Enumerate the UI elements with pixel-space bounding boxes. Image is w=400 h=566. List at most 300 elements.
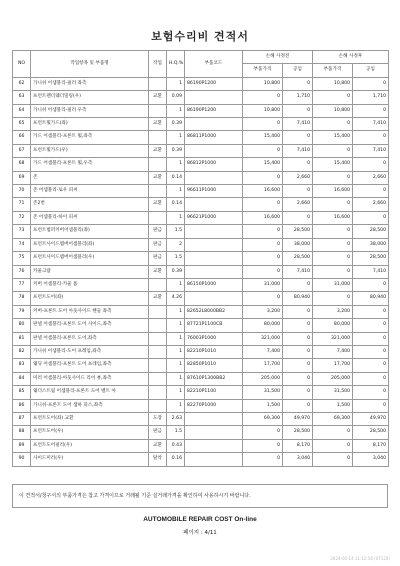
row-price-before: 0: [243, 265, 283, 278]
row-no: 84: [13, 372, 31, 385]
table-row: [13, 265, 389, 278]
row-labor-after: 0: [353, 359, 389, 372]
row-work: [149, 305, 167, 318]
row-work: 교환: [149, 91, 167, 104]
row-price-after: 16,600: [313, 185, 353, 198]
row-price-after: 15,400: [313, 158, 353, 171]
row-price-after: 0: [313, 426, 353, 439]
row-no: 82: [13, 345, 31, 358]
table-row: [13, 372, 389, 385]
row-no: 62: [13, 77, 31, 90]
row-work: [149, 185, 167, 198]
estimate-table: [12, 50, 389, 467]
table-row: [13, 453, 389, 466]
row-part-code: 86811P1000: [185, 131, 243, 144]
row-hq: 1: [167, 211, 185, 224]
row-item: 존 어셈블리-로우 피씨: [31, 185, 149, 198]
row-work: 판금: [149, 252, 167, 265]
row-labor-before: 28,500: [283, 252, 313, 265]
row-labor-before: 0: [283, 386, 313, 399]
row-work: [149, 158, 167, 171]
row-price-before: 10,800: [243, 104, 283, 117]
row-no: 76: [13, 265, 31, 278]
row-part-code: [185, 426, 243, 439]
row-part-code: 87721P1100CB: [185, 319, 243, 332]
row-price-after: 0: [313, 118, 353, 131]
row-no: 67: [13, 144, 31, 157]
row-labor-after: 0: [353, 319, 389, 332]
row-labor-after: 2,660: [353, 198, 389, 211]
row-labor-after: 0: [353, 372, 389, 385]
row-part-code: [185, 118, 243, 131]
row-hq: 1: [167, 131, 185, 144]
row-item: 프런트사이드멤버어셈블리(우): [31, 252, 149, 265]
row-hq: 0.14: [167, 171, 185, 184]
row-hq: 1: [167, 359, 185, 372]
row-price-after: 3,200: [313, 305, 353, 318]
row-work: 교환: [149, 439, 167, 452]
row-no: 70: [13, 185, 31, 198]
row-price-after: 0: [313, 225, 353, 238]
row-work: [149, 332, 167, 345]
header-part-code: 부품코드: [185, 51, 243, 78]
header-labor-before: 공임: [283, 64, 313, 77]
row-price-after: 10,800: [313, 77, 353, 90]
print-timestamp: 2024-00-14 11:12:56 (07120): [330, 556, 390, 561]
table-row: [13, 171, 389, 184]
row-labor-after: 0: [353, 158, 389, 171]
row-price-after: 16,600: [313, 211, 353, 224]
row-hq: 2: [167, 238, 185, 251]
row-no: 68: [13, 158, 31, 171]
row-price-before: 15,400: [243, 131, 283, 144]
row-labor-after: 0: [353, 104, 389, 117]
row-price-after: 0: [313, 238, 353, 251]
row-labor-before: 7,410: [283, 144, 313, 157]
row-part-code: 82850P1010: [185, 359, 243, 372]
row-price-after: 17,700: [313, 359, 353, 372]
row-price-after: 31,000: [313, 278, 353, 291]
row-labor-before: 8,170: [283, 439, 313, 452]
row-labor-before: 28,500: [283, 225, 313, 238]
row-labor-before: 0: [283, 158, 313, 171]
row-no: 89: [13, 439, 31, 452]
row-labor-after: 28,500: [353, 252, 389, 265]
header-labor-after: 공임: [353, 64, 389, 77]
row-labor-before: 0: [283, 278, 313, 291]
row-hq: 1: [167, 399, 185, 412]
table-row: [13, 131, 389, 144]
row-labor-after: 1,710: [353, 91, 389, 104]
row-hq: 0.39: [167, 144, 185, 157]
table-row: [13, 118, 389, 131]
row-price-before: 3,200: [243, 305, 283, 318]
row-work: 판금: [149, 426, 167, 439]
header-after-group: 손해 사정후: [313, 51, 389, 64]
row-labor-after: 8,170: [353, 439, 389, 452]
row-labor-after: 0: [353, 131, 389, 144]
row-item: 가니쉬 어셈블리-필러 좌측: [31, 77, 149, 90]
row-item: 커버-프론트 도어 아웃사이드 핸들 좌측: [31, 305, 149, 318]
table-row: [13, 292, 389, 305]
row-price-after: 10,800: [313, 104, 353, 117]
row-price-after: 15,400: [313, 131, 353, 144]
table-row: [13, 278, 389, 291]
row-price-before: 0: [243, 292, 283, 305]
row-work: [149, 359, 167, 372]
row-hq: 0.14: [167, 198, 185, 211]
row-labor-before: 80,940: [283, 292, 313, 305]
row-item: 프런트도어(우): [31, 426, 149, 439]
row-labor-before: 7,410: [283, 265, 313, 278]
row-labor-before: 1,710: [283, 91, 313, 104]
row-no: 79: [13, 305, 31, 318]
row-hq: 1: [167, 332, 185, 345]
row-labor-after: 7,410: [353, 144, 389, 157]
row-work: [149, 211, 167, 224]
row-labor-after: 7,410: [353, 118, 389, 131]
row-part-code: 76003P1000: [185, 332, 243, 345]
row-part-code: 82652L8000BB2: [185, 305, 243, 318]
row-labor-before: 7,410: [283, 118, 313, 131]
row-price-after: 321,000: [313, 332, 353, 345]
row-item: 존 어셈블리-하이 피씨: [31, 211, 149, 224]
row-price-before: 15,400: [243, 158, 283, 171]
row-part-code: 82270P1000: [185, 399, 243, 412]
table-row: [13, 359, 389, 372]
table-row: [13, 238, 389, 251]
document-title: 보험수리비 견적서: [151, 30, 249, 43]
row-part-code: 82210P1100: [185, 386, 243, 399]
row-price-before: 80,000: [243, 319, 283, 332]
row-labor-before: 2,660: [283, 198, 313, 211]
row-labor-after: 7,410: [353, 265, 389, 278]
row-hq: 1: [167, 305, 185, 318]
row-item: 가니쉬-프론트 도어 샘하 피스,좌측: [31, 399, 149, 412]
row-labor-after: 38,000: [353, 238, 389, 251]
row-work: 교환: [149, 265, 167, 278]
row-hq: 0.39: [167, 265, 185, 278]
row-work: [149, 372, 167, 385]
row-labor-before: 0: [283, 319, 313, 332]
row-labor-before: 0: [283, 345, 313, 358]
row-labor-before: 0: [283, 131, 313, 144]
row-labor-after: 2,660: [353, 171, 389, 184]
row-labor-before: 0: [283, 185, 313, 198]
row-price-after: 0: [313, 171, 353, 184]
row-labor-before: 3,040: [283, 453, 313, 466]
header-price-before: 부품가격: [243, 64, 283, 77]
row-work: 교환: [149, 292, 167, 305]
row-item: 프런트범퍼커버어셈블리(좌): [31, 225, 149, 238]
row-labor-before: 2,660: [283, 171, 313, 184]
row-hq: 4.26: [167, 292, 185, 305]
row-item: 가드 어셈블리-프론트 휠,우측: [31, 158, 149, 171]
table-row: [13, 399, 389, 412]
header-price-after: 부품가격: [313, 64, 353, 77]
row-price-before: 0: [243, 238, 283, 251]
header-item: 작업항목 및 부품명: [31, 51, 149, 78]
table-row: [13, 319, 389, 332]
row-part-code: [185, 238, 243, 251]
row-part-code: 86812P1000: [185, 158, 243, 171]
row-part-code: 86190P1200: [185, 77, 243, 90]
row-labor-before: 0: [283, 77, 313, 90]
header-hq: H.Q.%: [167, 51, 185, 78]
row-hq: 1: [167, 345, 185, 358]
row-part-code: [185, 412, 243, 425]
row-price-after: 0: [313, 198, 353, 211]
row-item: 웨딩 어셈블리-프론트 도어 프레임,좌측: [31, 359, 149, 372]
row-price-before: 7,400: [243, 345, 283, 358]
row-price-before: 0: [243, 198, 283, 211]
row-labor-before: 0: [283, 305, 313, 318]
row-price-after: 0: [313, 265, 353, 278]
row-item: 프런트휠가드(좌): [31, 118, 149, 131]
row-price-after: 0: [313, 292, 353, 305]
row-price-after: 69,300: [313, 412, 353, 425]
row-hq: 1: [167, 77, 185, 90]
table-row: [13, 412, 389, 425]
row-item: 프런트사이드멤버어셈블리(좌): [31, 238, 149, 251]
row-labor-after: 49,970: [353, 412, 389, 425]
row-price-after: 0: [313, 144, 353, 157]
row-price-after: 0: [313, 453, 353, 466]
row-work: 교환: [149, 118, 167, 131]
row-hq: 0.43: [167, 439, 185, 452]
row-no: 83: [13, 359, 31, 372]
row-part-code: 96621P1000: [185, 211, 243, 224]
row-item: 카울크랍: [31, 265, 149, 278]
row-part-code: 86190P1200: [185, 104, 243, 117]
row-price-before: 205,000: [243, 372, 283, 385]
row-labor-after: 3,040: [353, 453, 389, 466]
row-price-before: 16,600: [243, 211, 283, 224]
row-price-after: 1,500: [313, 399, 353, 412]
row-no: 80: [13, 319, 31, 332]
row-labor-before: 0: [283, 211, 313, 224]
row-price-before: 0: [243, 225, 283, 238]
row-price-before: 31,000: [243, 278, 283, 291]
row-work: 교환: [149, 198, 167, 211]
row-price-before: 0: [243, 453, 283, 466]
table-row: [13, 426, 389, 439]
row-item: 웨더스트립 어셈블리-프론트 도어 벨트 아: [31, 386, 149, 399]
row-work: 판금: [149, 225, 167, 238]
row-part-code: [185, 144, 243, 157]
row-labor-before: 28,500: [283, 426, 313, 439]
row-part-code: 87610P1300BB2: [185, 372, 243, 385]
table-row: [13, 185, 389, 198]
row-hq: 1.5: [167, 225, 185, 238]
row-hq: 1: [167, 386, 185, 399]
row-item: 프런트도어(좌) 교환: [31, 412, 149, 425]
row-hq: 1: [167, 104, 185, 117]
row-price-before: 0: [243, 252, 283, 265]
row-work: [149, 131, 167, 144]
row-labor-after: 0: [353, 185, 389, 198]
row-work: [149, 399, 167, 412]
row-labor-after: 0: [353, 332, 389, 345]
header-work: 작업: [149, 51, 167, 78]
row-item: 가니쉬 어셈블리-필러 우측: [31, 104, 149, 117]
row-no: 73: [13, 225, 31, 238]
row-hq: 0.39: [167, 118, 185, 131]
page-indicator: 페이지 : 4/11: [183, 530, 217, 536]
row-labor-before: 0: [283, 359, 313, 372]
row-item: 사이드미러(우): [31, 453, 149, 466]
row-part-code: 82210P1010: [185, 345, 243, 358]
row-item: 프런트도어(좌): [31, 292, 149, 305]
row-price-before: 0: [243, 144, 283, 157]
row-price-after: 31,500: [313, 386, 353, 399]
row-no: 77: [13, 278, 31, 291]
row-part-code: [185, 453, 243, 466]
row-price-after: 80,000: [313, 319, 353, 332]
row-item: 존2번: [31, 198, 149, 211]
row-hq: 2.63: [167, 412, 185, 425]
row-price-after: 7,400: [313, 345, 353, 358]
row-labor-after: 0: [353, 345, 389, 358]
row-part-code: [185, 171, 243, 184]
table-row: [13, 211, 389, 224]
row-part-code: [185, 91, 243, 104]
table-row: [13, 91, 389, 104]
row-hq: 0.09: [167, 91, 185, 104]
row-part-code: [185, 225, 243, 238]
row-labor-before: 0: [283, 104, 313, 117]
row-part-code: 96611P1000: [185, 185, 243, 198]
row-no: 64: [13, 104, 31, 117]
row-work: 교환: [149, 171, 167, 184]
table-row: [13, 252, 389, 265]
row-labor-after: 0: [353, 399, 389, 412]
row-labor-after: 28,500: [353, 225, 389, 238]
row-no: 72: [13, 211, 31, 224]
row-no: 71: [13, 198, 31, 211]
row-labor-after: 0: [353, 77, 389, 90]
table-row: [13, 104, 389, 117]
row-no: 87: [13, 412, 31, 425]
row-item: 가니쉬 어셈블리-도어 프레임,좌측: [31, 345, 149, 358]
row-part-code: [185, 439, 243, 452]
row-work: [149, 345, 167, 358]
row-price-before: 0: [243, 439, 283, 452]
row-item: 미러 어셈블리-아웃사이드 리어 뷰,좌측: [31, 372, 149, 385]
row-price-after: 0: [313, 252, 353, 265]
disclaimer-note: 이 견적서/청구서의 부품가격은 참고 가격이므로 거래될 기준 실거래가격을 확인하여 사용하시기 바랍니다.: [12, 484, 388, 508]
row-price-after: 0: [313, 91, 353, 104]
footer-title: AUTOMOBILE REPAIR COST On-line: [143, 516, 257, 523]
row-hq: 1: [167, 278, 185, 291]
row-price-before: 0: [243, 91, 283, 104]
row-item: 프런트도어필러(우): [31, 439, 149, 452]
row-labor-before: 0: [283, 332, 313, 345]
row-labor-after: 28,500: [353, 426, 389, 439]
row-labor-after: 0: [353, 386, 389, 399]
row-item: 판넬 어셈블리-프론트 도어,좌측: [31, 332, 149, 345]
row-hq: 1.5: [167, 252, 185, 265]
row-labor-after: 0: [353, 211, 389, 224]
row-part-code: [185, 265, 243, 278]
row-price-before: 17,700: [243, 359, 283, 372]
row-no: 86: [13, 399, 31, 412]
row-work: 탈착: [149, 453, 167, 466]
row-labor-after: 0: [353, 305, 389, 318]
row-work: 교환: [149, 144, 167, 157]
row-item: 존: [31, 171, 149, 184]
row-price-before: 31,500: [243, 386, 283, 399]
row-hq: 1: [167, 185, 185, 198]
row-item: 판넬 어셈블리-프론트 도어 사이드,좌측: [31, 319, 149, 332]
row-no: 63: [13, 91, 31, 104]
row-labor-after: 0: [353, 278, 389, 291]
row-no: 65: [13, 118, 31, 131]
table-row: [13, 158, 389, 171]
row-part-code: [185, 252, 243, 265]
row-item: 프런트펜더웨더밀링(우): [31, 91, 149, 104]
row-no: 88: [13, 426, 31, 439]
row-no: 66: [13, 131, 31, 144]
row-part-code: [185, 292, 243, 305]
row-no: 69: [13, 171, 31, 184]
row-hq: 1: [167, 372, 185, 385]
row-no: 85: [13, 386, 31, 399]
row-hq: 1.5: [167, 426, 185, 439]
row-item: 커버 어셈블리-카울 톱: [31, 278, 149, 291]
row-work: [149, 278, 167, 291]
row-hq: 1: [167, 158, 185, 171]
row-price-before: 69,300: [243, 412, 283, 425]
row-price-before: 0: [243, 171, 283, 184]
row-no: 74: [13, 238, 31, 251]
row-no: 78: [13, 292, 31, 305]
row-part-code: [185, 198, 243, 211]
header-before-group: 손해 사정전: [243, 51, 313, 64]
row-labor-before: 0: [283, 372, 313, 385]
table-row: [13, 77, 389, 90]
row-item: 가드 어셈블리-프론트 휠,좌측: [31, 131, 149, 144]
row-price-before: 16,600: [243, 185, 283, 198]
row-price-after: 205,000: [313, 372, 353, 385]
table-row: [13, 332, 389, 345]
row-no: 81: [13, 332, 31, 345]
estimate-rows: [13, 77, 389, 466]
row-price-before: 10,800: [243, 77, 283, 90]
table-row: [13, 305, 389, 318]
row-work: [149, 104, 167, 117]
row-price-before: 1,500: [243, 399, 283, 412]
row-no: 75: [13, 252, 31, 265]
table-row: [13, 198, 389, 211]
row-work: 판금: [149, 238, 167, 251]
table-row: [13, 345, 389, 358]
row-part-code: 86150P1000: [185, 278, 243, 291]
row-labor-before: 38,000: [283, 238, 313, 251]
row-work: 도장: [149, 412, 167, 425]
row-hq: 0.16: [167, 453, 185, 466]
row-price-after: 0: [313, 439, 353, 452]
row-no: 90: [13, 453, 31, 466]
row-work: [149, 77, 167, 90]
table-row: [13, 144, 389, 157]
table-row: [13, 225, 389, 238]
row-price-before: 0: [243, 118, 283, 131]
row-price-before: 321,000: [243, 332, 283, 345]
row-work: [149, 319, 167, 332]
table-row: [13, 386, 389, 399]
header-no: NO: [13, 51, 31, 78]
